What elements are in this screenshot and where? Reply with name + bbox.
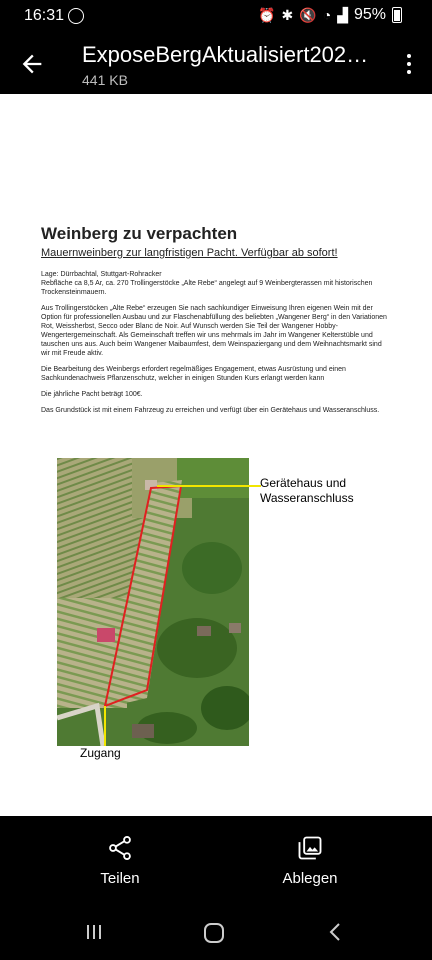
home-icon[interactable] bbox=[203, 922, 225, 944]
paragraph-description: Aus Trollingerstöcken „Alte Rebe“ erzeugen Sie nach sachkundiger Einweisung Ihren eigenen Wein mit der Option für professionellen Ausbau und zur Flaschenabfüllung des beliebten „Wangener Berg“ in den Variationen Rot, Weissherbst, Secco oder Blanc de Noir. Auf Wunsch werden Sie Teil der Wangener Hobby-Wengertergemeinschaft. Als Gemeinschaft treffen wir uns mehrmals im Jahr im Wangener Kelterstüble und tauschen uns aus. Auch beim Wangener Maibaumfest, dem Weinspaziergang und dem Weihnachtsmarkt sind wir mit Freude aktiv. bbox=[41, 305, 387, 357]
aerial-map-image bbox=[57, 458, 249, 746]
save-to-gallery-button[interactable] bbox=[250, 834, 370, 887]
whatsapp-notification-icon bbox=[68, 8, 84, 24]
mute-icon: 🔇 bbox=[299, 6, 317, 23]
paragraph-price: Die jährliche Pacht beträgt 100€. bbox=[41, 391, 143, 398]
more-options-icon[interactable] bbox=[406, 52, 412, 76]
status-icons bbox=[258, 6, 402, 24]
file-title: ExposeBergAktualisiert202… bbox=[82, 42, 369, 67]
back-arrow-icon[interactable] bbox=[18, 50, 46, 78]
document-subheading: Mauernweinberg zur langfristigen Pacht. Verfügbar ab sofort! bbox=[41, 247, 338, 259]
shed-label-line2: Wasseranschluss bbox=[260, 491, 354, 505]
paragraph-access: Das Grundstück ist mit einem Fahrzeug zu erreichen und verfügt über ein Gerätehaus und Wasseranschluss. bbox=[41, 407, 380, 414]
clock: 16:31 bbox=[24, 7, 65, 24]
alarm-icon: ⏰ bbox=[258, 6, 276, 23]
gallery-save-icon bbox=[296, 834, 324, 862]
paragraph-location: Lage: Dürrbachtal, Stuttgart-Rohracker Rebfläche ca 8,5 Ar, ca. 270 Trollingerstöcke „Alte Rebe“ angelegt auf 9 Weinbergterassen mit historischen Trockensteinmauern. bbox=[41, 271, 373, 296]
bottom-actions bbox=[0, 816, 432, 906]
shed-water-label bbox=[260, 476, 354, 506]
save-label: Ablegen bbox=[282, 870, 338, 887]
signal-icon: ▟ bbox=[337, 6, 348, 23]
status-bar bbox=[0, 0, 432, 32]
document-heading: Weinberg zu verpachten bbox=[41, 224, 238, 243]
battery-icon bbox=[392, 7, 402, 23]
back-nav-icon[interactable] bbox=[326, 922, 346, 942]
wifi-icon: ◔ bbox=[322, 7, 332, 23]
document-viewer[interactable] bbox=[0, 94, 432, 816]
share-label: Teilen bbox=[100, 870, 140, 887]
share-button[interactable] bbox=[60, 834, 180, 887]
battery-level: 95% bbox=[353, 6, 386, 23]
share-icon bbox=[106, 834, 134, 862]
recent-apps-icon[interactable] bbox=[84, 922, 104, 942]
shed-label-line1: Gerätehaus und bbox=[260, 476, 347, 490]
access-label: Zugang bbox=[80, 746, 121, 760]
system-nav-bar bbox=[0, 906, 432, 960]
paragraph-requirements: Die Bearbeitung des Weinbergs erfordert regelmäßiges Engagement, etwas Ausrüstung und einen Sachkundenachweis Pflanzenschutz, welcher in einigen Stunden Kurs erlangt werden kann bbox=[41, 366, 346, 382]
file-size: 441 KB bbox=[82, 72, 128, 88]
app-bar bbox=[0, 32, 432, 94]
bluetooth-icon: ✱ bbox=[281, 6, 294, 23]
document-page bbox=[41, 224, 391, 422]
